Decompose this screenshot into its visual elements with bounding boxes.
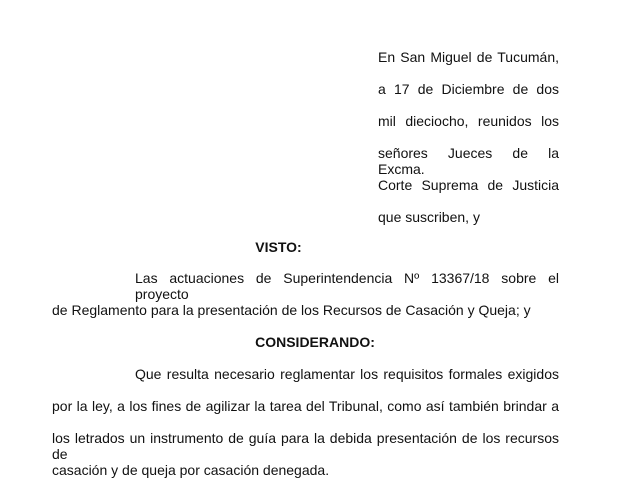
considerando-line-1: Que resulta necesario reglamentar los requisitos formales exigidos [135, 366, 559, 382]
header-line-3: mil dieciocho, reunidos los [378, 113, 559, 129]
visto-line-1: Las actuaciones de Superintendencia Nº 13367/18 sobre el proyecto [135, 270, 559, 302]
visto-line-2: de Reglamento para la presentación de los Recursos de Casación y Queja; y [52, 302, 531, 318]
header-line-6: que suscriben, y [378, 209, 480, 225]
visto-heading: VISTO: [255, 239, 302, 255]
considerando-line-2: por la ley, a los fines de agilizar la tarea del Tribunal, como así también brindar a [52, 398, 559, 414]
header-line-5: Corte Suprema de Justicia [378, 177, 559, 193]
considerando-line-4: casación y de queja por casación denegada. [52, 462, 330, 478]
considerando-heading: CONSIDERANDO: [255, 334, 375, 350]
header-line-4: señores Jueces de la Excma. [378, 145, 559, 177]
header-line-2: a 17 de Diciembre de dos [378, 81, 559, 97]
header-line-1: En San Miguel de Tucumán, [378, 49, 559, 65]
considerando-line-3: los letrados un instrumento de guía para la debida presentación de los recursos de [52, 430, 559, 462]
